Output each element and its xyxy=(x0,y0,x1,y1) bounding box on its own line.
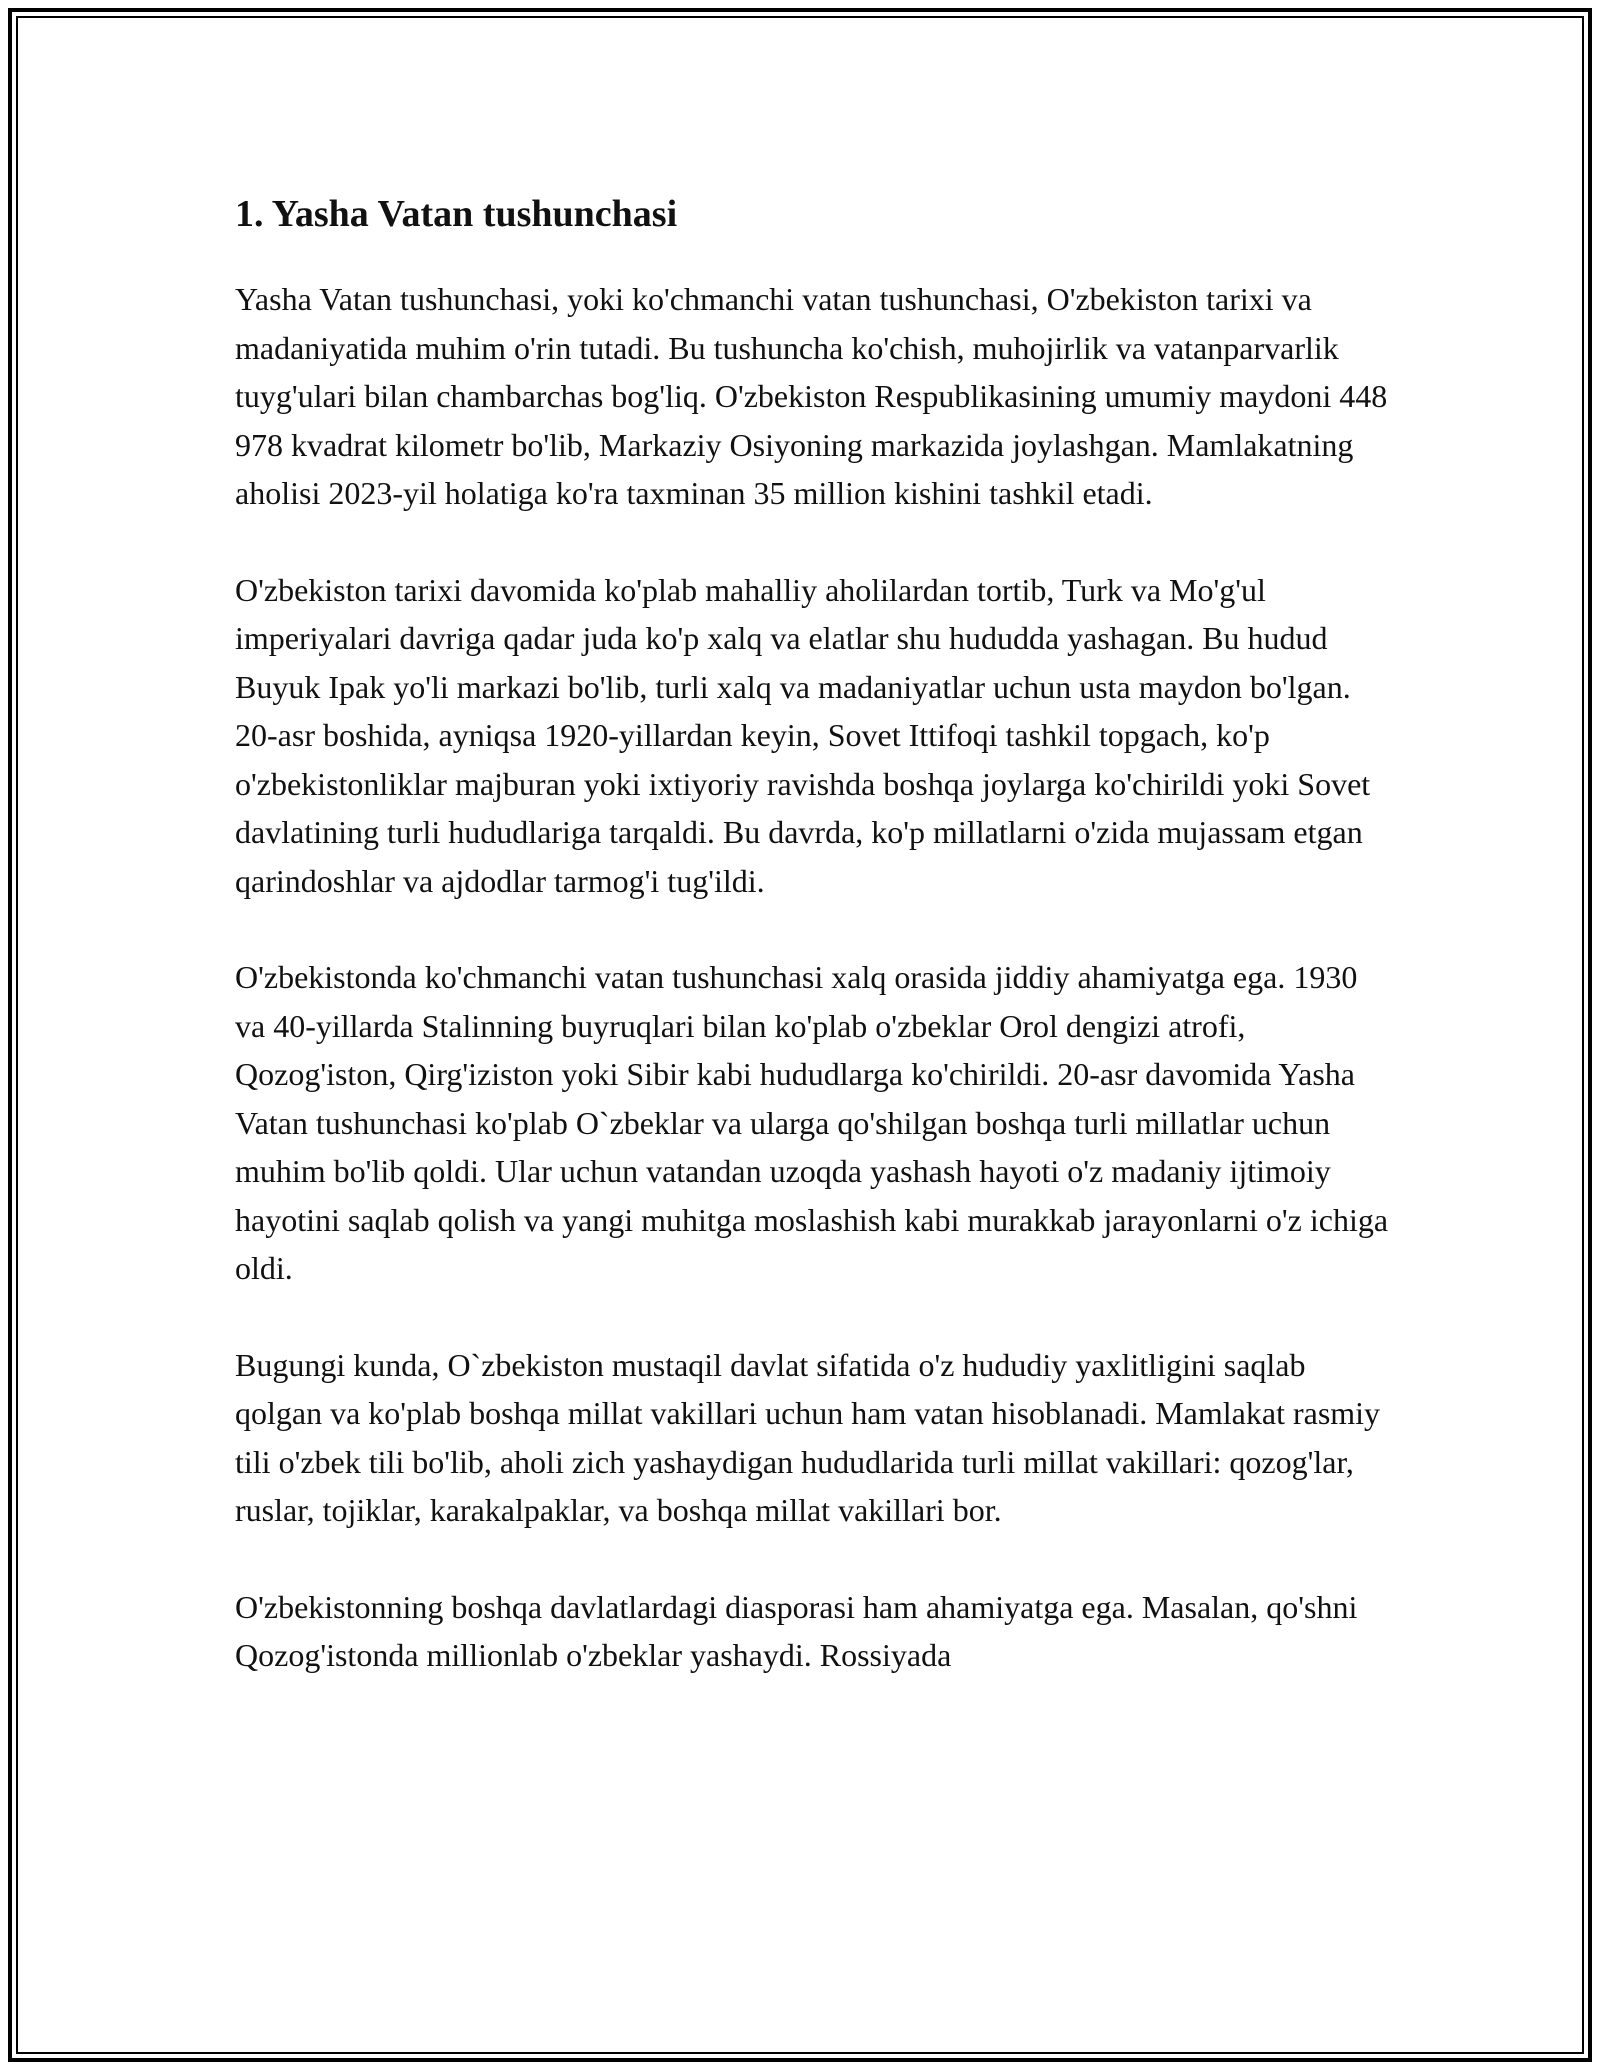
paragraph-3: O'zbekistonda ko'chmanchi vatan tushunchasi xalq orasida jiddiy ahamiyatga ega. 1930 va 40-yillarda Stalinning buyruqlari bilan ko'plab o'zbeklar Orol dengizi atrofi, Qozog'iston, Qirg'iziston yoki Sibir kabi hududlarga ko'chirildi. 20-asr davomida Yasha Vatan tushunchasi ko'plab O`zbeklar va ularga qo'shilgan boshqa turli millatlar uchun muhim bo'lib qoldi. Ular uchun vatandan uzoqda yashash hayoti o'z madaniy ijtimoiy hayotini saqlab qolish va yangi muhitga moslashish kabi murakkab jarayonlarni o'z ichiga oldi. xyxy=(235,959,1389,1286)
document-body xyxy=(235,185,1395,1728)
section-heading: 1. Yasha Vatan tushunchasi xyxy=(235,193,678,235)
paragraph-2: O'zbekiston tarixi davomida ko'plab mahalliy aholilardan tortib, Turk va Mo'g'ul imperiyalari davriga qadar juda ko'p xalq va elatlar shu hududda yashagan. Bu hudud Buyuk Ipak yo'li markazi bo'lib, turli xalq va madaniyatlar uchun usta maydon bo'lgan. 20-asr boshida, ayniqsa 1920-yillardan keyin, Sovet Ittifoqi tashkil topgach, ko'p o'zbekistonliklar majburan yoki ixtiyoriy ravishda boshqa joylarga ko'chirildi yoki Sovet davlatining turli hududlariga tarqaldi. Bu davrda, ko'p millatlarni o'zida mujassam etgan qarindoshlar va ajdodlar tarmog'i tug'ildi. xyxy=(235,571,1371,899)
paragraph-5: O'zbekistonning boshqa davlatlardagi diasporasi ham ahamiyatga ega. Masalan, qo'shni Qozog'istonda millionlab o'zbeklar yashaydi. Rossiyada xyxy=(235,1588,1358,1673)
paragraph-1: Yasha Vatan tushunchasi, yoki ko'chmanchi vatan tushunchasi, O'zbekiston tarixi va madaniyatida muhim o'rin tutadi. Bu tushuncha ko'chish, muhojirlik va vatanparvarlik tuyg'ulari bilan chambarchas bog'liq. O'zbekiston Respublikasining umumiy maydoni 448 978 kvadrat kilometr bo'lib, Markaziy Osiyoning markazida joylashgan. Mamlakatning aholisi 2023-yil holatiga ko'ra taxminan 35 million kishini tashkil etadi. xyxy=(235,281,1388,511)
paragraph-4: Bugungi kunda, O`zbekiston mustaqil davlat sifatida o'z hududiy yaxlitligini saqlab qolgan va ko'plab boshqa millat vakillari uchun ham vatan hisoblanadi. Mamlakat rasmiy tili o'zbek tili bo'lib, aholi zich yashaydigan hududlarida turli millat vakillari: qozog'lar, ruslar, tojiklar, karakalpaklar, va boshqa millat vakillari bor. xyxy=(235,1346,1381,1528)
